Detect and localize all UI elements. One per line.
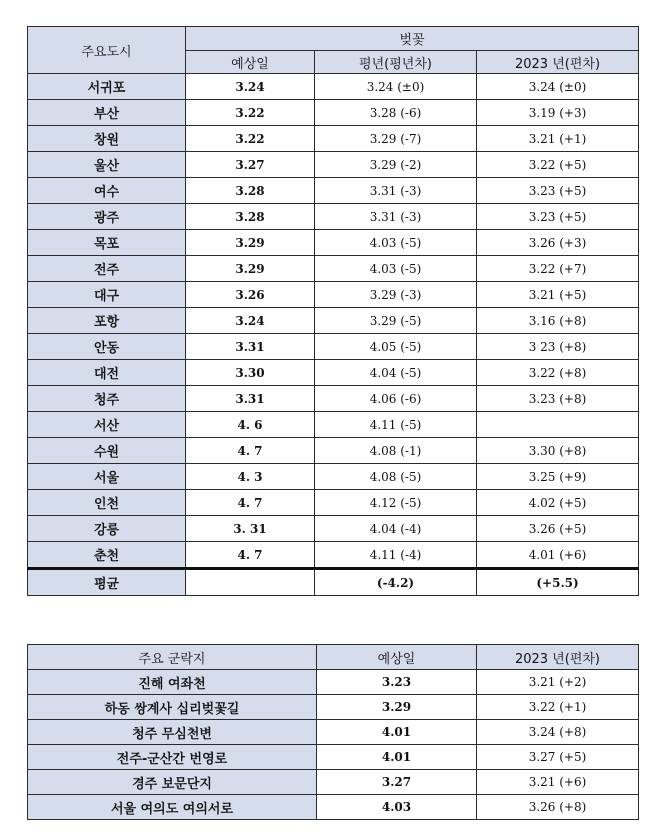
normal-year-cell: 3.31 (-3) (315, 178, 477, 204)
table-row (28, 334, 639, 360)
predicted-date-cell: 3.24 (186, 308, 315, 334)
predicted-date-cell: 3.27 (317, 770, 477, 795)
normal-year-cell: 4.04 (-4) (315, 516, 477, 542)
normal-year-cell: 4.03 (-5) (315, 256, 477, 282)
header-year-2023: 2023 년(편차) (477, 645, 639, 670)
predicted-date-cell: 4.01 (317, 720, 477, 745)
predicted-date-cell: 3.29 (317, 695, 477, 720)
normal-year-cell: 3.29 (-3) (315, 282, 477, 308)
table-row (28, 256, 639, 282)
normal-year-cell: 4.03 (-5) (315, 230, 477, 256)
predicted-date-cell: 4. 7 (186, 542, 315, 569)
spot-name-cell: 전주-군산간 번영로 (28, 745, 317, 770)
city-cell: 안동 (28, 334, 186, 360)
table-row (28, 282, 639, 308)
normal-year-cell: 3.29 (-5) (315, 308, 477, 334)
city-cell: 청주 (28, 386, 186, 412)
predicted-date-cell: 3.31 (186, 386, 315, 412)
year-2023-cell: 4.01 (+6) (477, 542, 639, 569)
city-cell: 강릉 (28, 516, 186, 542)
predicted-date-cell: 3.31 (186, 334, 315, 360)
year-2023-cell: 3.23 (+5) (477, 204, 639, 230)
table-row (28, 178, 639, 204)
predicted-date-cell: 3.23 (317, 670, 477, 695)
table-row (28, 542, 639, 569)
spot-name-cell: 서울 여의도 여의서로 (28, 795, 317, 820)
predicted-date-cell: 4. 7 (186, 438, 315, 464)
normal-year-cell: 4.11 (-4) (315, 542, 477, 569)
table-row (28, 360, 639, 386)
normal-year-cell: 3.31 (-3) (315, 204, 477, 230)
year-2023-cell: 3.23 (+8) (477, 386, 639, 412)
normal-year-cell: 3.29 (-2) (315, 152, 477, 178)
header-year-2023: 2023 년(편차) (477, 51, 639, 74)
average-normal-cell: (-4.2) (315, 569, 477, 596)
predicted-date-cell: 3.30 (186, 360, 315, 386)
table-row (28, 230, 639, 256)
city-cell: 대구 (28, 282, 186, 308)
year-2023-cell: 3.24 (+8) (477, 720, 639, 745)
spot-name-cell: 진해 여좌천 (28, 670, 317, 695)
cherry-blossom-city-table (27, 26, 639, 596)
city-cell: 서울 (28, 464, 186, 490)
table-row (28, 152, 639, 178)
year-2023-cell: 3.25 (+9) (477, 464, 639, 490)
cherry-blossom-spot-table (27, 644, 639, 820)
predicted-date-cell: 3.22 (186, 100, 315, 126)
year-2023-cell: 3.26 (+3) (477, 230, 639, 256)
city-cell: 여수 (28, 178, 186, 204)
table-row (28, 516, 639, 542)
year-2023-cell: 3.19 (+3) (477, 100, 639, 126)
year-2023-cell: 3.22 (+8) (477, 360, 639, 386)
normal-year-cell: 4.04 (-5) (315, 360, 477, 386)
header-predicted-date: 예상일 (317, 645, 477, 670)
city-cell: 부산 (28, 100, 186, 126)
table-row (28, 412, 639, 438)
table-row (28, 438, 639, 464)
normal-year-cell: 3.29 (-7) (315, 126, 477, 152)
predicted-date-cell: 4.01 (317, 745, 477, 770)
normal-year-cell: 4.08 (-1) (315, 438, 477, 464)
year-2023-cell: 3.23 (+5) (477, 178, 639, 204)
spot-name-cell: 하동 쌍계사 십리벚꽃길 (28, 695, 317, 720)
year-2023-cell: 3.21 (+5) (477, 282, 639, 308)
normal-year-cell: 4.05 (-5) (315, 334, 477, 360)
predicted-date-cell: 3.24 (186, 74, 315, 100)
year-2023-cell: 3.21 (+2) (477, 670, 639, 695)
predicted-date-cell: 3.27 (186, 152, 315, 178)
city-cell: 포항 (28, 308, 186, 334)
normal-year-cell: 3.24 (±0) (315, 74, 477, 100)
city-cell: 서산 (28, 412, 186, 438)
year-2023-cell: 3.27 (+5) (477, 745, 639, 770)
predicted-date-cell: 3.28 (186, 178, 315, 204)
normal-year-cell: 3.28 (-6) (315, 100, 477, 126)
year-2023-cell: 4.02 (+5) (477, 490, 639, 516)
city-cell: 춘천 (28, 542, 186, 569)
year-2023-cell: 3.22 (+1) (477, 695, 639, 720)
predicted-date-cell: 3.26 (186, 282, 315, 308)
table-row (28, 795, 639, 820)
table-row (28, 100, 639, 126)
year-2023-cell: 3.16 (+8) (477, 308, 639, 334)
city-cell: 서귀포 (28, 74, 186, 100)
table-row (28, 695, 639, 720)
spot-name-cell: 청주 무심천변 (28, 720, 317, 745)
year-2023-cell: 3.21 (+6) (477, 770, 639, 795)
year-2023-cell: 3.22 (+5) (477, 152, 639, 178)
table-row (28, 770, 639, 795)
year-2023-cell (477, 412, 639, 438)
city-cell: 창원 (28, 126, 186, 152)
city-cell: 목포 (28, 230, 186, 256)
table-row (28, 308, 639, 334)
year-2023-cell: 3.30 (+8) (477, 438, 639, 464)
header-normal-year: 평년(평년차) (315, 51, 477, 74)
average-predicted-cell (186, 569, 315, 596)
predicted-date-cell: 4. 3 (186, 464, 315, 490)
year-2023-cell: 3 23 (+8) (477, 334, 639, 360)
average-row (28, 569, 639, 596)
table-row (28, 74, 639, 100)
city-cell: 전주 (28, 256, 186, 282)
city-cell: 울산 (28, 152, 186, 178)
city-cell: 수원 (28, 438, 186, 464)
normal-year-cell: 4.06 (-6) (315, 386, 477, 412)
year-2023-cell: 3.21 (+1) (477, 126, 639, 152)
city-cell: 광주 (28, 204, 186, 230)
spot-name-cell: 경주 보문단지 (28, 770, 317, 795)
year-2023-cell: 3.24 (±0) (477, 74, 639, 100)
predicted-date-cell: 3.29 (186, 256, 315, 282)
year-2023-cell: 3.22 (+7) (477, 256, 639, 282)
predicted-date-cell: 3.29 (186, 230, 315, 256)
table-row (28, 204, 639, 230)
table-row (28, 670, 639, 695)
year-2023-cell: 3.26 (+5) (477, 516, 639, 542)
table-row (28, 490, 639, 516)
predicted-date-cell: 3.28 (186, 204, 315, 230)
average-label: 평균 (28, 569, 186, 596)
normal-year-cell: 4.08 (-5) (315, 464, 477, 490)
predicted-date-cell: 4.03 (317, 795, 477, 820)
table-row (28, 720, 639, 745)
header-main-spot: 주요 군락지 (28, 645, 317, 670)
header-city: 주요도시 (28, 27, 186, 74)
table-row (28, 386, 639, 412)
average-2023-cell: (+5.5) (477, 569, 639, 596)
header-predicted-date: 예상일 (186, 51, 315, 74)
header-cherry-blossom: 벚꽃 (186, 27, 639, 51)
year-2023-cell: 3.26 (+8) (477, 795, 639, 820)
table-row (28, 464, 639, 490)
city-cell: 인천 (28, 490, 186, 516)
normal-year-cell: 4.12 (-5) (315, 490, 477, 516)
predicted-date-cell: 3. 31 (186, 516, 315, 542)
predicted-date-cell: 3.22 (186, 126, 315, 152)
table-row (28, 126, 639, 152)
predicted-date-cell: 4. 7 (186, 490, 315, 516)
predicted-date-cell: 4. 6 (186, 412, 315, 438)
normal-year-cell: 4.11 (-5) (315, 412, 477, 438)
table-row (28, 745, 639, 770)
city-cell: 대전 (28, 360, 186, 386)
